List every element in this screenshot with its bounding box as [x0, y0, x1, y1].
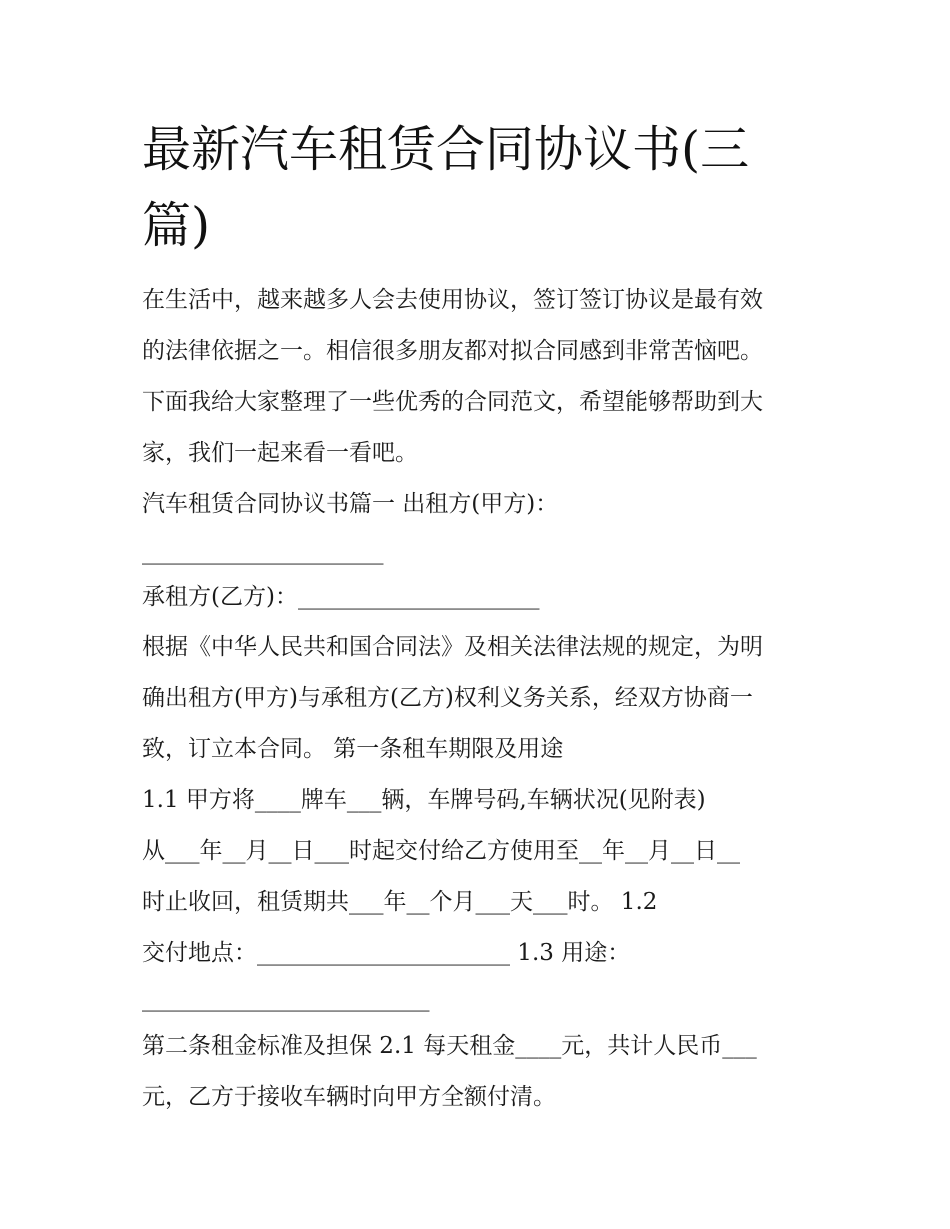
body-line: 在生活中，越来越多人会去使用协议，签订签订协议是最有效	[142, 287, 763, 313]
body-line: 确出租方(甲方)与承租方(乙方)权利义务关系，经双方协商一	[142, 685, 753, 711]
body-line: 的法律依据之一。相信很多朋友都对拟合同感到非常苦恼吧。	[142, 338, 763, 364]
section-heading-lessor: 汽车租赁合同协议书篇一 出租方(甲方)：	[142, 491, 559, 517]
body-line: 下面我给大家整理了一些优秀的合同范文，希望能够帮助到大	[142, 389, 763, 415]
body-line: 时止收回，租赁期共___年__个月___天___时。 1.2	[142, 889, 658, 915]
body-line: 元，乙方于接收车辆时向甲方全额付清。	[142, 1084, 556, 1110]
title-line-2: 篇)	[142, 197, 211, 254]
document-title	[142, 112, 822, 264]
body-line: 从___年__月__日___时起交付给乙方使用至__年__月__日__	[142, 838, 740, 864]
blank-line: _____________________	[142, 539, 384, 565]
body-line: 致，订立本合同。 第一条租车期限及用途	[142, 736, 564, 762]
body-line: 家，我们一起来看一看吧。	[142, 440, 418, 466]
title-line-1: 最新汽车租赁合同协议书(三	[142, 121, 750, 178]
lessee-line: 承租方(乙方)：_____________________	[142, 584, 540, 610]
clause-2: 第二条租金标准及担保 2.1 每天租金____元，共计人民币___	[142, 1033, 757, 1059]
body-line: 根据《中华人民共和国合同法》及相关法律法规的规定，为明	[142, 634, 763, 660]
clause-delivery-usage: 交付地点：______________________ 1.3 用途：	[142, 940, 631, 966]
clause-1-1: 1.1 甲方将____牌车___辆，车牌号码,车辆状况(见附表)	[142, 787, 706, 813]
blank-line: _________________________	[142, 986, 430, 1012]
